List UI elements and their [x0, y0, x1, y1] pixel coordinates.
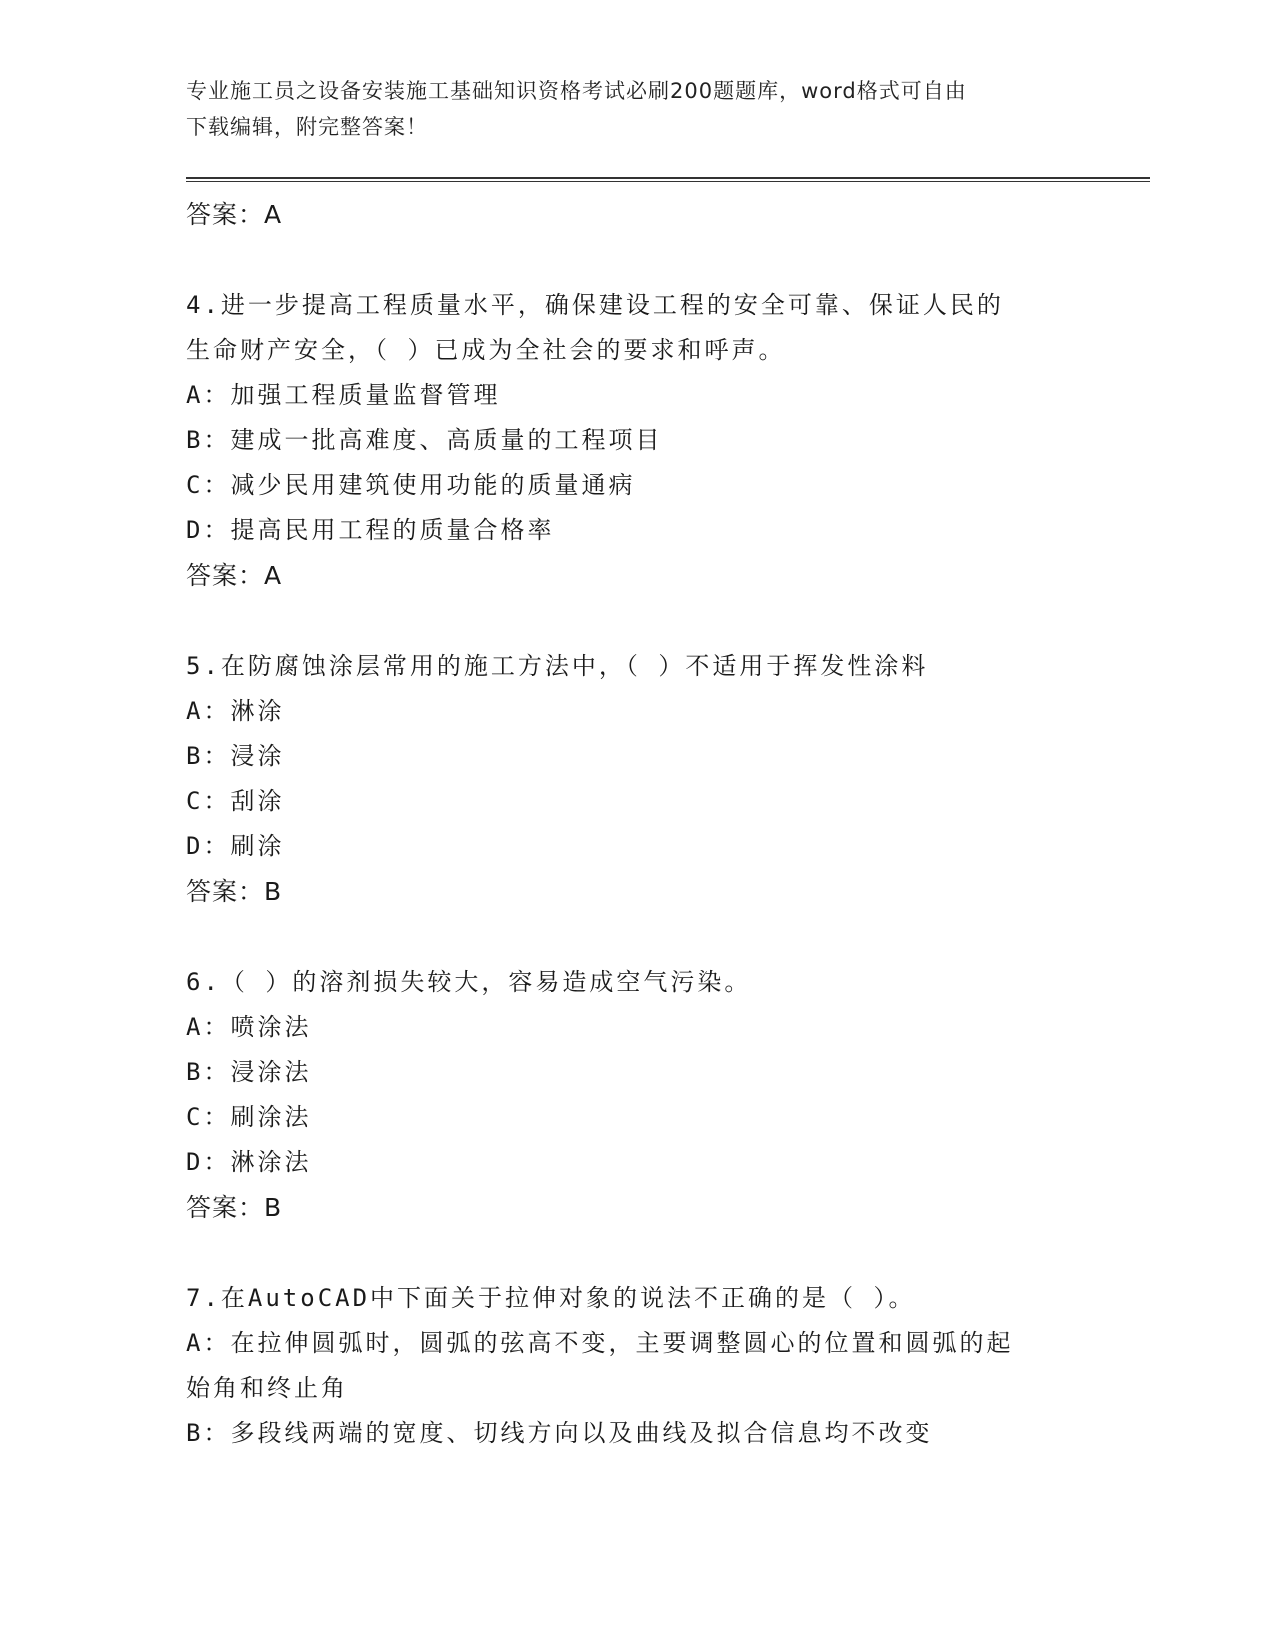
option-c: C：刮涂 [186, 787, 285, 815]
document-header [186, 73, 1086, 145]
question-text: 4.进一步提高工程质量水平，确保建设工程的安全可靠、保证人民的 [186, 291, 1004, 319]
option-d: D：提高民用工程的质量合格率 [186, 516, 555, 544]
option-b: B：浸涂 [186, 742, 285, 770]
answer-line: 答案：B [186, 877, 283, 906]
question-4 [186, 283, 1086, 599]
option-a: A：加强工程质量监督管理 [186, 381, 501, 409]
header-divider [186, 177, 1150, 179]
question-text: 7.在AutoCAD中下面关于拉伸对象的说法不正确的是（ ）。 [186, 1284, 916, 1312]
option-b: B：多段线两端的宽度、切线方向以及曲线及拟合信息均不改变 [186, 1419, 933, 1447]
option-a: A：淋涂 [186, 697, 285, 725]
header-line-1: 专业施工员之设备安装施工基础知识资格考试必刷200题题库，word格式可自由 [186, 79, 967, 103]
option-d: D：刷涂 [186, 832, 285, 860]
option-c: C：刷涂法 [186, 1103, 312, 1131]
question-text: 6.（ ）的溶剂损失较大，容易造成空气污染。 [186, 968, 752, 996]
spacer [186, 238, 1086, 283]
option-b: B：建成一批高难度、高质量的工程项目 [186, 426, 663, 454]
spacer [186, 1231, 1086, 1276]
option-a-continued: 始角和终止角 [186, 1374, 348, 1402]
question-5 [186, 644, 1086, 915]
option-a: A：喷涂法 [186, 1013, 312, 1041]
option-c: C：减少民用建筑使用功能的质量通病 [186, 471, 636, 499]
option-d: D：淋涂法 [186, 1148, 312, 1176]
question-text: 5.在防腐蚀涂层常用的施工方法中，（ ）不适用于挥发性涂料 [186, 652, 929, 680]
answer-line: 答案：A [186, 200, 283, 229]
question-7 [186, 1276, 1086, 1456]
spacer [186, 599, 1086, 644]
answer-line: 答案：A [186, 561, 283, 590]
option-b: B：浸涂法 [186, 1058, 312, 1086]
header-divider-thin [186, 181, 1150, 182]
question-text: 生命财产安全，（ ）已成为全社会的要求和呼声。 [186, 336, 786, 364]
answer-line: 答案：B [186, 1193, 283, 1222]
spacer [186, 915, 1086, 960]
question-content [186, 192, 1086, 1456]
question-6 [186, 960, 1086, 1231]
header-line-2: 下载编辑，附完整答案！ [186, 115, 428, 139]
option-a: A：在拉伸圆弧时，圆弧的弦高不变，主要调整圆心的位置和圆弧的起 [186, 1329, 1014, 1357]
